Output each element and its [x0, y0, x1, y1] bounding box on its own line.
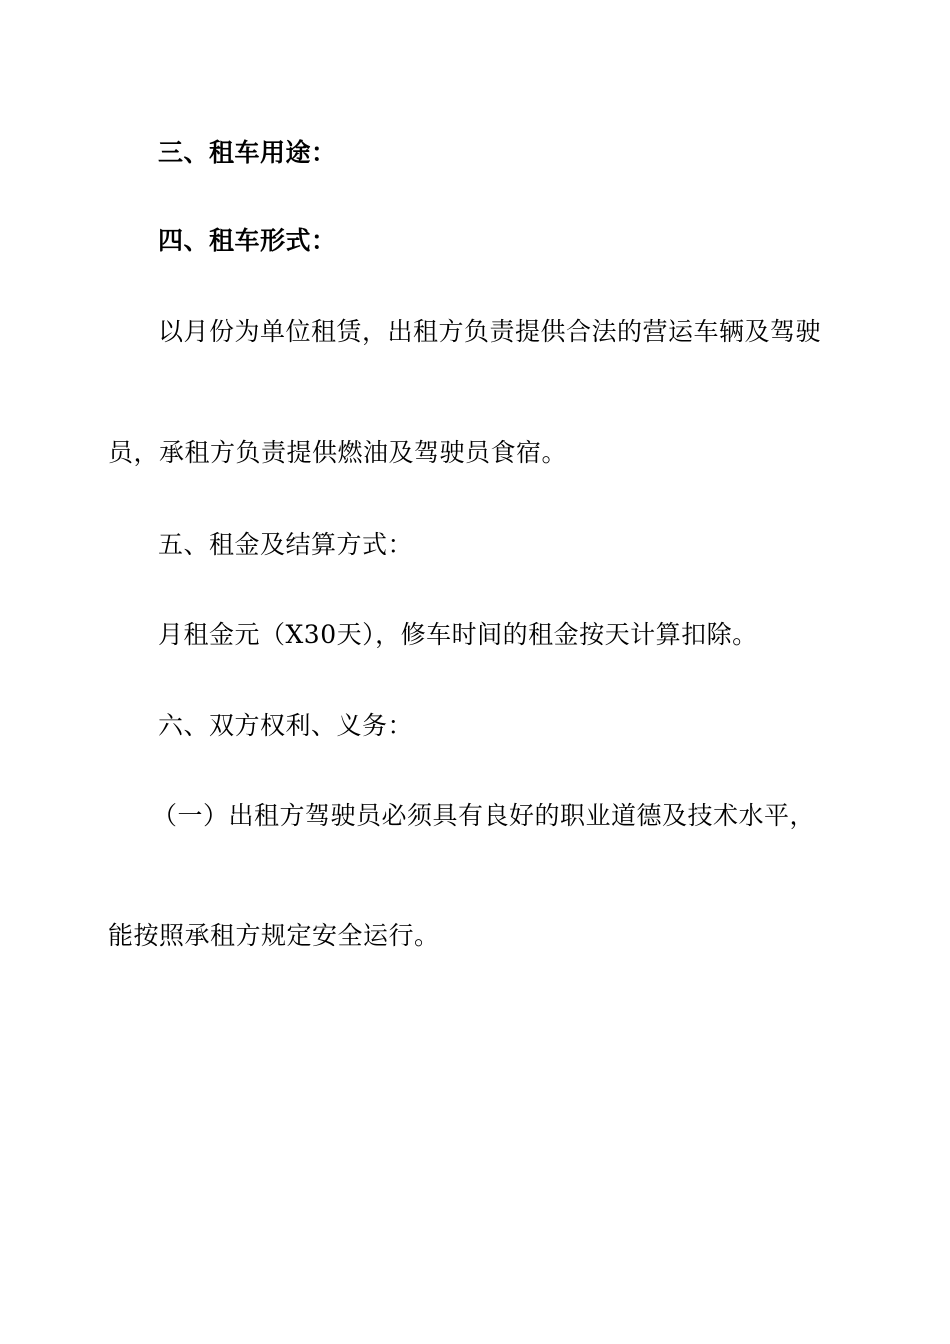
section-4-paragraph-line-1: 以月份为单位租赁，出租方负责提供合法的营运车辆及驾驶 [158, 317, 822, 346]
section-6-paragraph-line-1: （一）出租方驾驶员必须具有良好的职业道德及技术水平， [152, 801, 816, 830]
section-3-heading: 三、租车用途： [158, 138, 337, 167]
section-5-heading: 五、租金及结算方式： [158, 530, 414, 559]
section-4-heading: 四、租车形式： [158, 226, 337, 255]
section-6-heading: 六、双方权利、义务： [158, 711, 414, 740]
section-4-paragraph-line-2: 员，承租方负责提供燃油及驾驶员食宿。 [108, 438, 568, 467]
section-5-paragraph: 月租金元（X30天），修车时间的租金按天计算扣除。 [158, 620, 758, 649]
section-6-paragraph-line-2: 能按照承租方规定安全运行。 [108, 921, 440, 950]
